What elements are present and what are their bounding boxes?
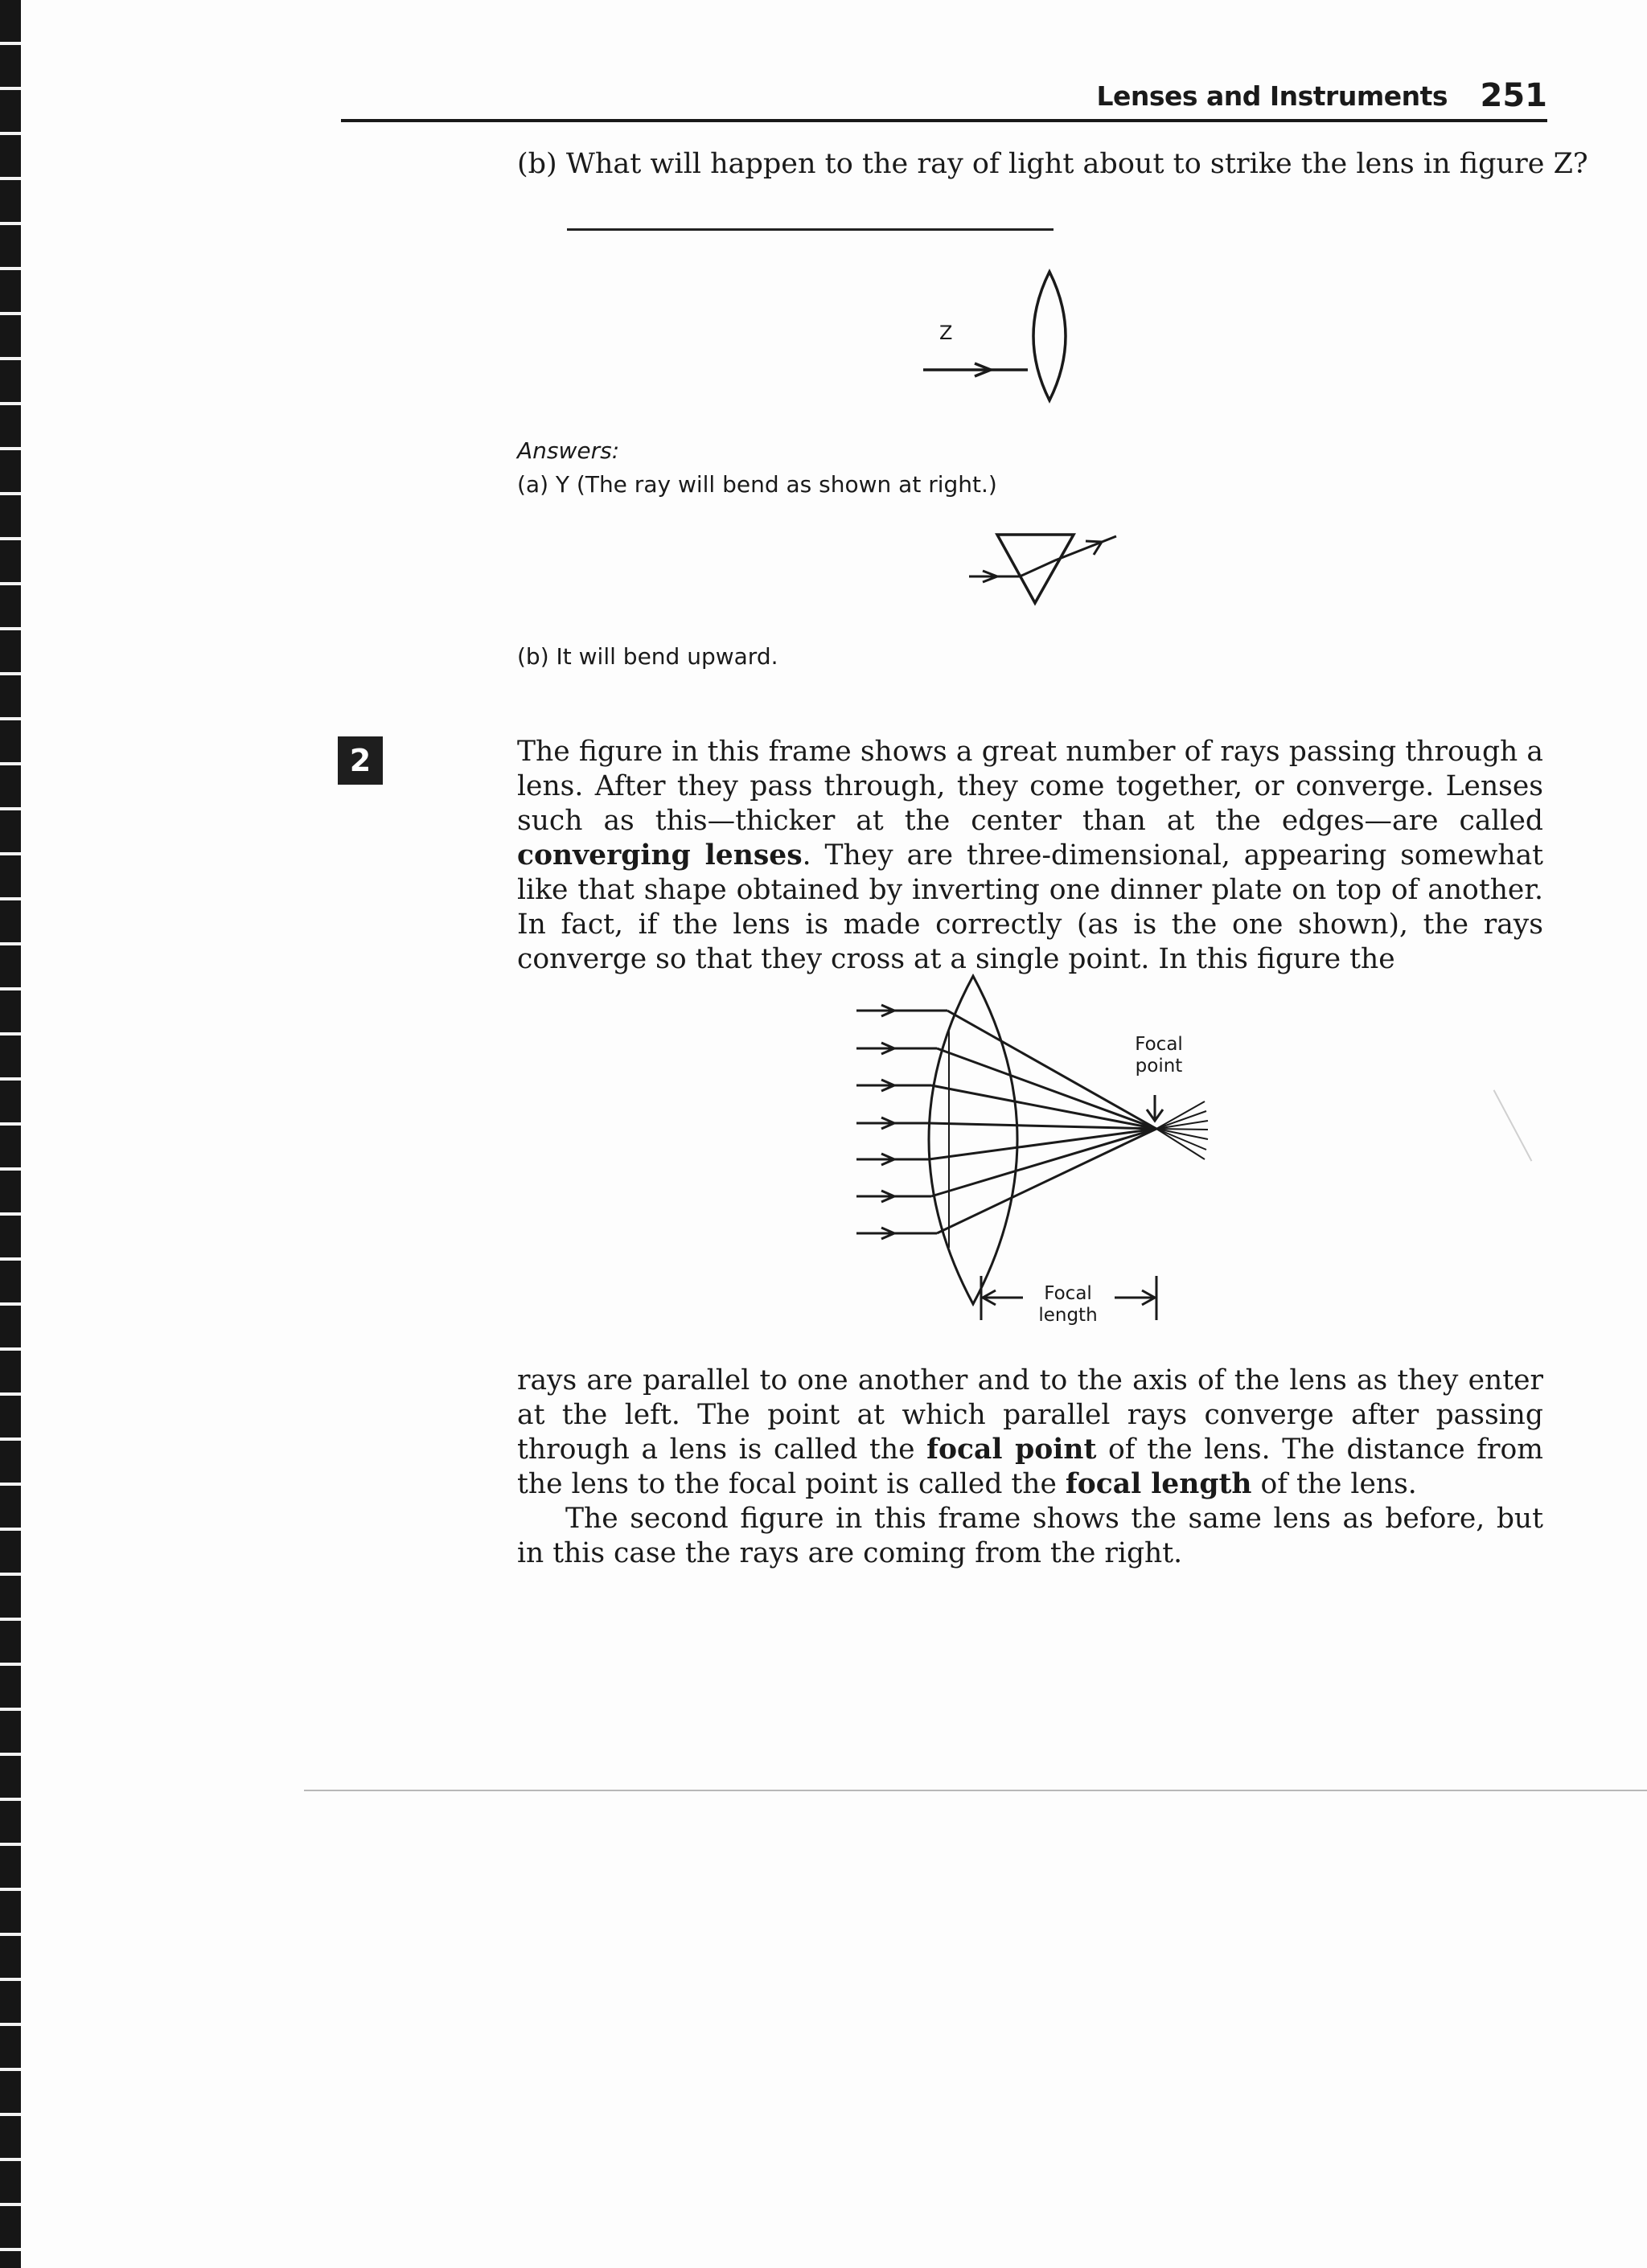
focal-length-label-line2: length xyxy=(1038,1305,1098,1326)
paragraph-focal-text2: of the lens. The distance from the lens to the focal point is called the xyxy=(517,1433,1544,1500)
question-b: (b) What will happen to the ray of light about to strike the lens in figure Z? xyxy=(517,148,1588,180)
refracted-ray-1 xyxy=(947,1011,1156,1129)
answers-block xyxy=(517,434,997,502)
refracted-ray-6 xyxy=(931,1129,1156,1196)
page-number: 251 xyxy=(1480,77,1547,114)
paragraph-focal-text1: rays are parallel to one another and to the axis of the lens as they enter at the left. The point at which parallel rays converge after passing through a lens is called the xyxy=(517,1364,1543,1466)
figure-z-label: Z xyxy=(939,322,953,344)
page-bottom-rule xyxy=(304,1790,1647,1791)
answers-heading: Answers: xyxy=(517,437,620,464)
paragraph-converging-text1: The figure in this frame shows a great number of rays passing through a lens. After they pass through, they come together, or converge. Lenses such as this—thicker at the center than at the edges—are called xyxy=(517,736,1543,837)
paragraph-second-figure: The second figure in this frame shows the same lens as before, but in this case the rays are coming from the right. xyxy=(517,1503,1543,1569)
lens-z xyxy=(1033,272,1066,400)
scan-artifact-mark xyxy=(1493,1089,1533,1161)
term-converging-lenses: converging lenses xyxy=(517,839,803,872)
scan-binding-edge xyxy=(0,0,21,2268)
answer-blank-line xyxy=(567,228,1054,231)
focal-length-label-line1: Focal xyxy=(1044,1283,1092,1304)
diverging-ray-6 xyxy=(1156,1129,1206,1150)
paragraph-focal-text3: of the lens. xyxy=(1251,1468,1417,1500)
term-focal-length: focal length xyxy=(1065,1468,1252,1500)
refracted-ray-4 xyxy=(929,1123,1156,1129)
figure-y-drawing xyxy=(965,527,1126,615)
focal-point-label-line2: point xyxy=(1135,1056,1183,1077)
refracted-ray-2 xyxy=(937,1048,1156,1129)
focal-point-label xyxy=(1126,1034,1192,1077)
answer-a: (a) Y (The ray will bend as shown at right.) xyxy=(517,471,997,498)
answer-b: (b) It will bend upward. xyxy=(517,643,778,670)
running-title: Lenses and Instruments xyxy=(1096,80,1448,112)
page-header xyxy=(341,77,1547,122)
figure-z xyxy=(917,264,1094,412)
frame-number-badge: 2 xyxy=(338,736,383,785)
paragraph-focal-definitions xyxy=(517,1364,1543,1502)
refracted-ray-3 xyxy=(931,1085,1156,1129)
focal-point-label-line1: Focal xyxy=(1135,1034,1183,1055)
paragraph-converging xyxy=(517,735,1543,977)
term-focal-point: focal point xyxy=(926,1433,1097,1466)
focal-length-label xyxy=(1031,1283,1105,1327)
paragraph-converging-text2: . They are three-dimensional, appearing somewhat like that shape obtained by inverting one dinner plate on top of another. In fact, if the lens is made correctly (as is the one shown), the rays converge so that they cross at a single point. In this figure the xyxy=(517,839,1544,975)
diverging-ray-4 xyxy=(1156,1129,1208,1130)
figure-y-prism xyxy=(965,527,1126,618)
figure-focal-point xyxy=(852,966,1222,1347)
